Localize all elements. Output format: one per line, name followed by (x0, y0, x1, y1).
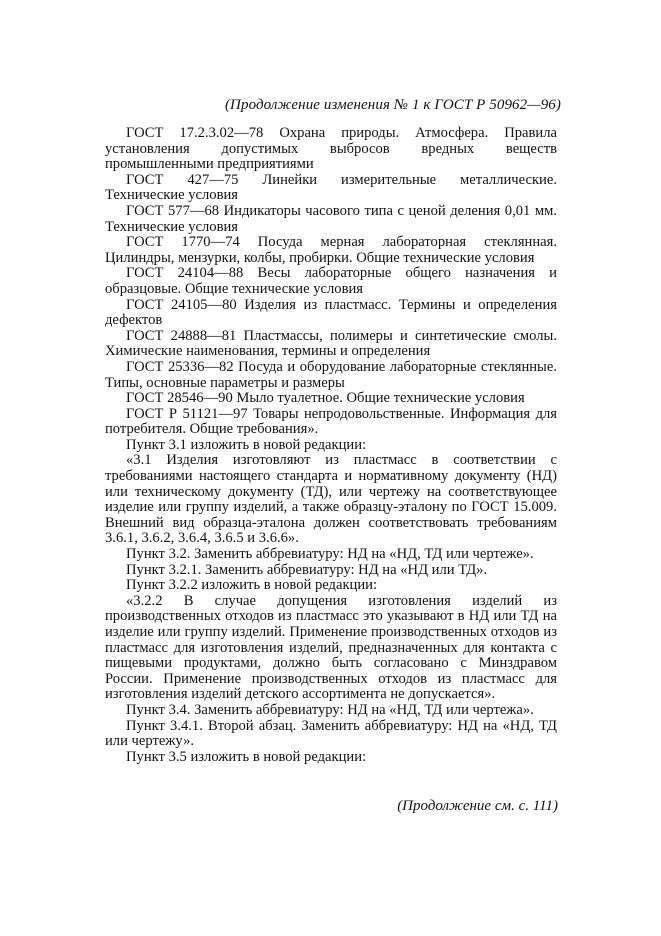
amendment-instruction: Пункт 3.4.1. Второй абзац. Заменить аббревиатуру: НД на «НД, ТД или чертежу». (105, 717, 557, 750)
amendment-instruction: Пункт 3.2.1. Заменить аббревиатуру: НД на «НД или ТД». (126, 561, 488, 578)
continuation-footer: (Продолжение см. с. 111) (397, 798, 558, 814)
standard-ref-paragraph: ГОСТ 1770—74 Посуда мерная лабораторная стеклянная. Цилиндры, мензурки, колбы, пробирки. Общие технические условия (105, 234, 557, 266)
standard-ref-paragraph: ГОСТ Р 51121—97 Товары непродовольственные. Информация для потребителя. Общие требования». (105, 405, 557, 438)
amendment-text: «3.2.2 В случае допущения изготовления изделий из производственных отходов из пластмасс это указывают в НД или ТД на изделие или группу изделий. Применение производственных отходов из пластмасс для изготовления изделий, предназначенных для контакта с пищевыми продуктами, должно быть согласовано с Минздравом России. Применение производственных отходов из пластмасс для изготовления изделий детского ассортимента не допускается». (105, 592, 557, 703)
amendment-instruction: Пункт 3.4. Заменить аббревиатуру: НД на «НД, ТД или чертежа». (126, 701, 534, 718)
standard-ref-paragraph: ГОСТ 24888—81 Пластмассы, полимеры и синтетические смолы. Химические наименования, термины и определения (105, 327, 557, 360)
standard-ref-paragraph: ГОСТ 24105—80 Изделия из пластмасс. Термины и определения дефектов (105, 296, 557, 329)
standard-ref-paragraph: ГОСТ 28546—90 Мыло туалетное. Общие технические условия (126, 390, 525, 407)
continuation-header: (Продолжение изменения № 1 к ГОСТ Р 50962—96) (224, 97, 561, 113)
amendment-instruction: Пункт 3.2. Заменить аббревиатуру: НД на «НД, ТД или чертеже». (126, 546, 534, 563)
standard-ref-paragraph: ГОСТ 17.2.3.02—78 Охрана природы. Атмосфера. Правила установления допустимых выбросов вредных веществ промышленными предприятиями (105, 125, 557, 173)
standard-ref-paragraph: ГОСТ 577—68 Индикаторы часового типа с ценой деления 0,01 мм. Технические условия (105, 202, 557, 235)
amendment-instruction: Пункт 3.2.2 изложить в новой редакции: (126, 577, 378, 594)
document-body (105, 126, 557, 765)
standard-ref-paragraph: ГОСТ 427—75 Линейки измерительные металлические. Технические условия (105, 171, 557, 204)
amendment-text: «3.1 Изделия изготовляют из пластмасс в соответствии с требованиями настоящего стандарта и нормативному документу (НД) или техническому документу (ТД), или чертежу на соответствующее изделие или группу изделий, а также образцу-эталону по ГОСТ 15.009. Внешний вид образца-эталона должен соответствовать требованиям 3.6.1, 3.6.2, 3.6.4, 3.6.5 и 3.6.6». (105, 452, 557, 547)
standard-ref-paragraph: ГОСТ 24104—88 Весы лабораторные общего назначения и образцовые. Общие технические условия (105, 265, 557, 297)
amendment-instruction: Пункт 3.1 изложить в новой редакции: (126, 436, 367, 453)
amendment-instruction: Пункт 3.5 изложить в новой редакции: (126, 748, 367, 765)
standard-ref-paragraph: ГОСТ 25336—82 Посуда и оборудование лабораторные стеклянные. Типы, основные параметры и размеры (105, 358, 557, 391)
